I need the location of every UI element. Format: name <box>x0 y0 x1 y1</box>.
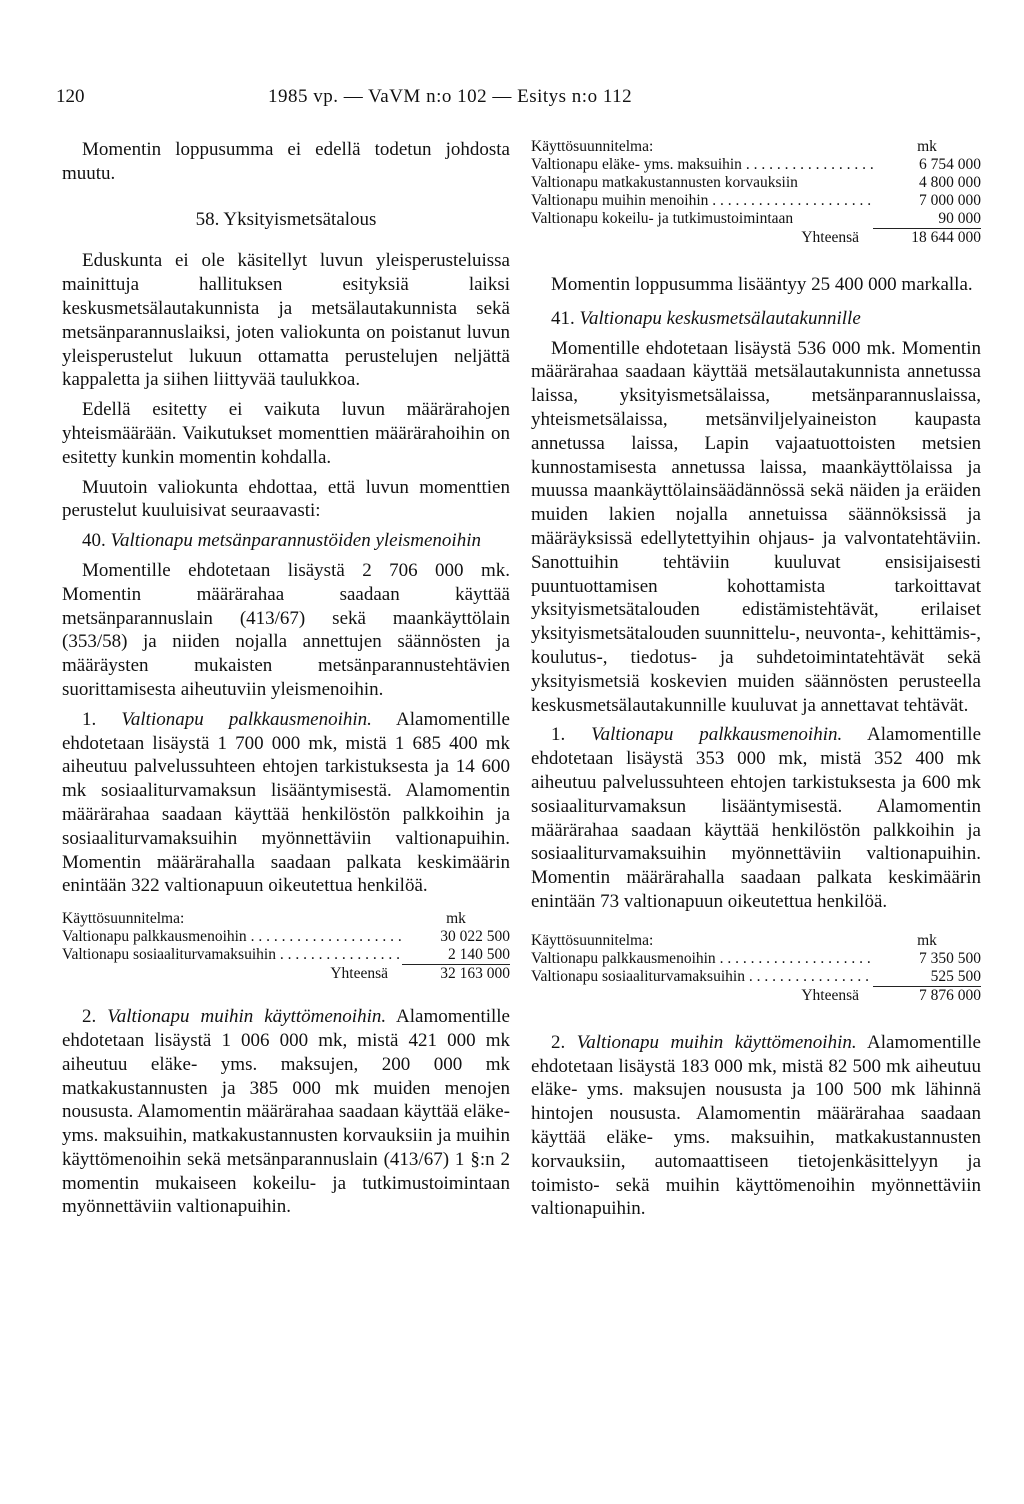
moment-number: 41. <box>551 307 575 329</box>
table-row <box>531 968 981 987</box>
subsection <box>62 1005 510 1219</box>
row-label: Valtionapu sosiaaliturvamaksuihin . . . <box>62 946 402 964</box>
subsection <box>531 723 981 913</box>
table-header: Käyttösuunnitelma: <box>62 910 185 928</box>
paragraph: Momentille ehdotetaan lisäystä 536 000 mk. Momentin määrärahaa saadaan käyttää metsälautakunnista annetussa laissa, yksityismetsälaissa, metsänparannuslaissa, yhteismetsälaissa, metsänviljelyaineiston kaupasta annetussa laissa, Lapin vajaatuottoisten metsien kunnostamisesta annetussa laissa, maankäyttölaissa ja muussa maankäyttölainsäädännössä sekä näiden ja eräiden muiden lakien nojalla annetuissa säännöksissä ja määräyksissä edellytettyihin ohjaus- ja valvontatehtäviin. Sanottuihin tehtäviin kuuluvat ensisijaisesti puuntuottamisen kohottamista tarkoittavat yksityismetsätalouden edistämistehtävät, erilaiset yksityismetsätalouden suunnittelu-, neuvonta-, kehittämis-, koulutus-, tiedotus- ja suhdetoimintatehtävät sekä yksityismetsiä koskevien muiden säännösten perusteella keskusmetsälautakunnille kuuluvat ja annettavat tehtävät. <box>531 337 981 716</box>
row-label: Valtionapu palkkausmenoihin . . . <box>531 950 873 968</box>
paragraph: Edellä esitetty ei vaikuta luvun määrärahojen yhteismäärään. Vaikutukset momenttien määrärahoihin on esitetty kunkin momentin kohdalla. <box>62 399 510 468</box>
subsection-number: 1. <box>82 708 97 730</box>
total-value: 7 876 000 <box>919 986 981 1004</box>
total-value: 32 163 000 <box>440 965 510 983</box>
row-value: 2 140 500 <box>402 946 510 965</box>
row-value: 30 022 500 <box>440 928 510 946</box>
budget-table <box>531 138 981 247</box>
table-row <box>531 950 981 968</box>
left-column <box>62 138 510 1225</box>
table-row <box>531 210 981 229</box>
table-header-row <box>531 138 981 156</box>
table-total-row <box>531 987 981 1005</box>
total-label: Yhteensä <box>801 229 859 246</box>
total-value: 18 644 000 <box>911 229 981 246</box>
paragraph: Momentin loppusumma ei edellä todetun johdosta muutu. <box>62 139 510 184</box>
row-label: Valtionapu muihin menoihin . . . <box>531 192 873 210</box>
table-unit: mk <box>917 931 937 949</box>
subsection-title: Valtionapu palkkausmenoihin. <box>591 724 843 746</box>
page-number: 120 <box>56 86 85 107</box>
table-header: Käyttösuunnitelma: <box>531 931 654 949</box>
subsection-text: Alamomentille ehdotetaan lisäystä 1 700 000 mk, mistä 1 685 400 mk aiheutuu palvelussuhteen ehtojen tarkistuksesta ja 14 600 mk sosiaaliturvamaksun lisääntymisestä. Alamomentin määrärahaa saadaan käyttää henkilöstön palkkoihin ja sosiaaliturvamaksuihin myönnettäviin valtionapuihin. Momentin määrärahalla saadaan palkata keskimäärin enintään 322 valtionapuun oikeutettua henkilöä. <box>62 708 510 897</box>
running-title: 1985 vp. — VaVM n:o 102 — Esitys n:o 112 <box>268 86 633 107</box>
row-value: 7 350 500 <box>919 949 981 967</box>
row-label: Valtionapu eläke- yms. maksuihin . . . <box>531 156 873 174</box>
row-value: 4 800 000 <box>919 174 981 191</box>
row-value: 7 000 000 <box>919 192 981 209</box>
row-label: Valtionapu kokeilu- ja tutkimustoimintaan <box>531 210 794 227</box>
paragraph: Momentin loppusumma lisääntyy 25 400 000 markalla. <box>551 274 973 295</box>
moment-heading <box>531 307 981 331</box>
paragraph: Eduskunta ei ole käsitellyt luvun yleisperusteluissa mainittuja hallituksen esityksiä laiksi keskusmetsälautakunnista ja metsälautakunnista sekä metsänparannuslaiksi, joten valiokunta on poistanut luvun yleisperustelut lukuun ottamatta perustelujen neljättä kappaletta ja siihen liittyvää taulukkoa. <box>62 250 510 391</box>
table-total-row <box>531 229 981 247</box>
table-unit: mk <box>917 138 937 155</box>
moment-number: 40. <box>82 530 106 552</box>
subsection-title: Valtionapu muihin käyttömenoihin. <box>576 1031 857 1053</box>
row-value: 6 754 000 <box>919 156 981 173</box>
subsection-text: Alamomentille ehdotetaan lisäystä 353 000 mk, mistä 352 400 mk aiheutuu palvelussuhteen ehtojen tarkistuksesta ja 600 mk sosiaaliturvamaksun lisääntymisestä. Alamomentin määrärahaa saadaan käyttää henkilöstön palkkoihin ja sosiaaliturvamaksuihin myönnettäviin valtionapuihin. Momentin määrärahalla saadaan palkata keskimäärin enintään 73 valtionapuun oikeutettua henkilöä. <box>531 724 982 912</box>
table-row <box>62 946 510 965</box>
row-label: Valtionapu sosiaaliturvamaksuihin . . . <box>531 968 873 986</box>
subsection-title: Valtionapu palkkausmenoihin. <box>121 708 372 730</box>
row-label: Valtionapu palkkausmenoihin . . . <box>62 928 402 946</box>
table-row <box>531 156 981 174</box>
subsection-title: Valtionapu muihin käyttömenoihin. <box>107 1006 387 1028</box>
total-label: Yhteensä <box>801 986 859 1004</box>
subsection-text: Alamomentille ehdotetaan lisäystä 183 000 mk, mistä 82 500 mk aiheutuu eläke- yms. maksujen noususta ja 100 500 mk lähinnä hintojen noususta. Alamomentin määrärahaa saadaan käyttää eläke- yms. maksuihin, matkakustannusten korvauksiin, automaattiseen tietojenkäsittelyyn ja toimisto- sekä muihin käyttömenoihin myönnettäviin valtionapuihin. <box>531 1031 981 1220</box>
subsection <box>62 708 510 898</box>
subsection-number: 2. <box>551 1031 566 1053</box>
table-header-row <box>531 932 981 950</box>
moment-heading <box>62 529 510 553</box>
right-column <box>531 138 981 1227</box>
row-value: 90 000 <box>873 210 981 229</box>
budget-table <box>62 910 510 983</box>
total-label: Yhteensä <box>330 965 388 983</box>
page-header <box>56 86 976 116</box>
subsection-number: 2. <box>82 1006 97 1028</box>
subsection-number: 1. <box>551 724 566 746</box>
table-row <box>62 928 510 946</box>
table-header: Käyttösuunnitelma: <box>531 138 654 155</box>
moment-title: Valtionapu keskusmetsälautakunnille <box>579 307 861 329</box>
budget-table <box>531 932 981 1005</box>
paragraph: Momentille ehdotetaan lisäystä 2 706 000 mk. Momentin määrärahaa saadaan käyttää metsänparannuslain (413/67) sekä maankäyttölain (353/58) ja niiden nojalla annettujen säännösten ja määräysten mukaisten metsänparannustehtävien suorittamisesta aiheutuviin yleismenoihin. <box>62 559 510 700</box>
table-header-row <box>62 910 510 928</box>
subsection <box>531 1031 981 1221</box>
table-row <box>531 192 981 210</box>
moment-title: Valtionapu metsänparannustöiden yleismenoihin <box>110 530 481 552</box>
subsection-text: Alamomentille ehdotetaan lisäystä 1 006 000 mk, mistä 421 000 mk aiheutuu eläke- yms. maksujen, 200 000 mk matkakustannusten ja 385 000 mk muiden menojen noususta. Alamomentin määrärahaa saadaan käyttää eläke- yms. maksuihin, matkakustannusten korvauksiin ja muihin käyttömenoihin sekä metsänparannuslain (413/67) 1 §:n 2 momentin mukaiseen kokeilu- ja tutkimustoimintaan myönnettäviin valtionapuihin. <box>62 1006 510 1218</box>
row-label: Valtionapu matkakustannusten korvauksiin <box>531 174 798 191</box>
table-total-row <box>62 965 510 983</box>
paragraph: Muutoin valiokunta ehdottaa, että luvun momenttien perustelut kuuluisivat seuraavasti: <box>62 476 510 522</box>
table-row <box>531 174 981 192</box>
row-value: 525 500 <box>873 968 981 987</box>
section-heading: 58. Yksityismetsätalous <box>195 208 377 230</box>
table-unit: mk <box>446 910 466 928</box>
